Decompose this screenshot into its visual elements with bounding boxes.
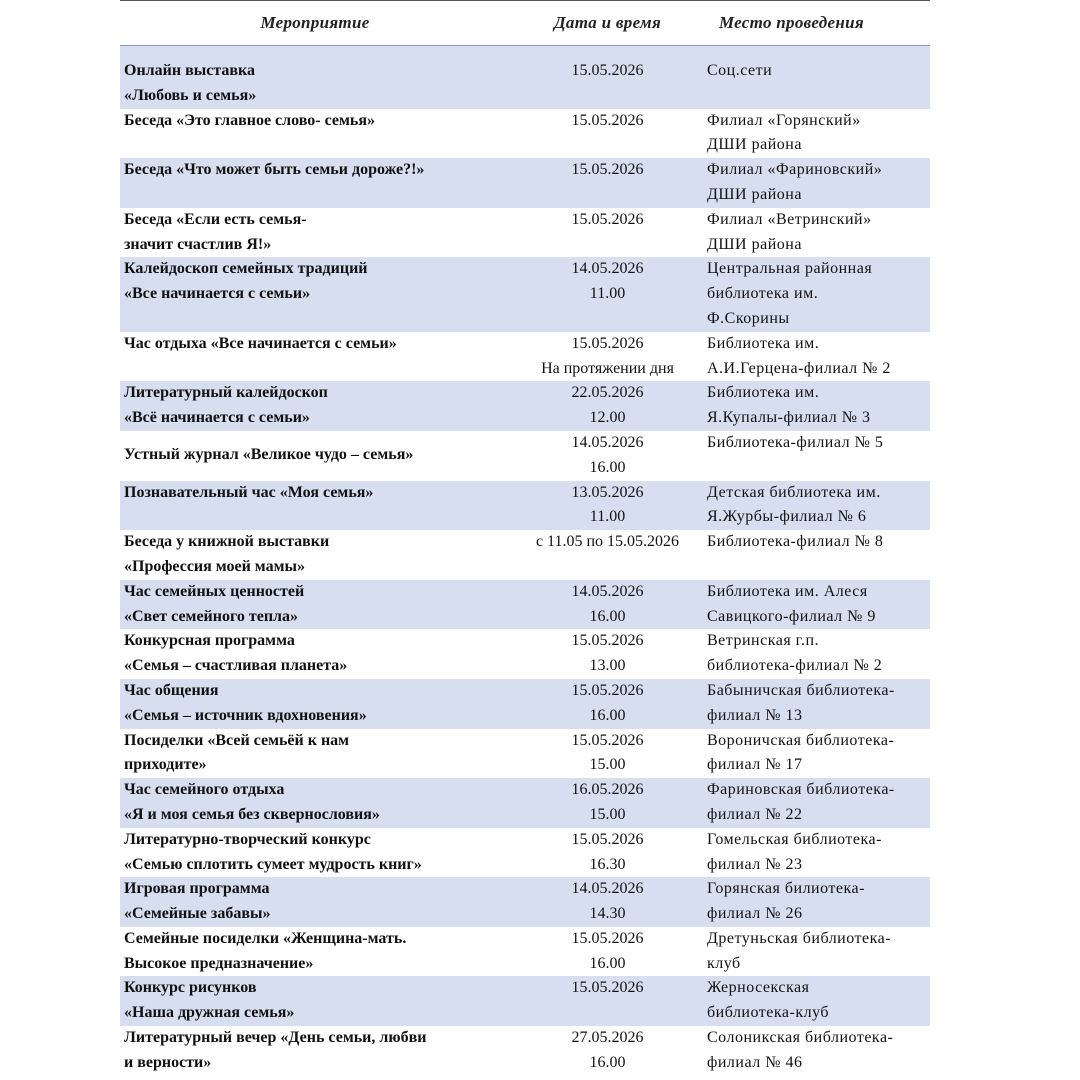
date-line: 14.30 [589,905,626,923]
event-line: «Все начинается с семьи» [124,285,311,303]
header-event: Мероприятие [120,1,510,46]
date-cell [510,381,705,431]
place-line: Гомельская библиотека- [707,830,882,848]
place-line: библиотека-клуб [707,1004,830,1022]
place-cell [705,927,930,977]
date-cell [510,332,705,382]
header-place: Место проведения [705,1,930,46]
place-line: филиал № 26 [707,905,803,923]
table-row [120,208,930,258]
place-line: Центральная районная [707,260,873,278]
event-line: «Я и моя семья без сквернословия» [124,805,380,823]
place-cell [705,59,930,109]
place-cell [705,332,930,382]
date-line: 15.05.2026 [571,731,644,749]
date-line: 15.05.2026 [571,681,644,699]
date-cell [510,778,705,828]
table-row [120,158,930,208]
place-cell [705,381,930,431]
date-line: На протяжении дня [541,359,674,377]
event-cell [120,158,510,208]
place-cell [705,828,930,878]
place-cell [705,976,930,1026]
date-cell [510,729,705,779]
event-line: Семейные посиделки «Женщина-мать. [124,929,407,947]
table-row [120,877,930,927]
date-cell [510,679,705,729]
event-line: Посиделки «Всей семьёй к нам [124,731,350,749]
date-line: 22.05.2026 [571,384,644,402]
event-line: Час общения [124,681,219,699]
place-line: Детская библиотека им. [707,483,881,501]
date-cell [510,877,705,927]
date-line: 13.05.2026 [571,483,644,501]
event-line: Час семейного отдыха [124,781,285,799]
place-cell [705,877,930,927]
place-line: Библиотека им. Алеся [707,582,868,600]
event-cell [120,109,510,159]
place-line: Ветринская г.п. [707,632,819,650]
event-cell [120,729,510,779]
place-cell [705,158,930,208]
event-line: «Всё начинается с семьи» [124,409,310,427]
event-line: значит счастлив Я!» [124,235,272,253]
place-line: Жерносекская [707,979,810,997]
event-line: «Профессия моей мамы» [124,557,305,575]
date-cell [510,976,705,1026]
place-cell [705,580,930,630]
event-cell [120,629,510,679]
event-cell [120,208,510,258]
event-cell [120,257,510,331]
event-cell [120,59,510,109]
event-line: Литературно-творческий конкурс [124,830,371,848]
date-line: с 11.05 по 15.05.2026 [535,533,680,551]
place-line: клуб [707,954,741,972]
date-cell [510,257,705,331]
event-cell [120,580,510,630]
date-line: 15.05.2026 [571,979,644,997]
date-line: 14.05.2026 [571,433,644,451]
place-cell [705,481,930,531]
date-line: 27.05.2026 [571,1029,644,1047]
table-spacer-row [120,46,930,60]
place-cell [705,208,930,258]
table-row [120,729,930,779]
table-row [120,580,930,630]
date-line: 16.00 [589,1053,626,1071]
event-line: «Семья – счастливая планета» [124,657,348,675]
table-row [120,332,930,382]
date-cell [510,59,705,109]
date-cell [510,580,705,630]
event-cell [120,679,510,729]
table-row [120,59,930,109]
date-cell [510,927,705,977]
event-line: Онлайн выставка [124,62,255,79]
date-cell [510,1026,705,1076]
date-line: 11.00 [589,508,626,526]
event-line: Конкурс рисунков [124,979,257,997]
date-line: 15.00 [589,805,626,823]
event-cell [120,381,510,431]
date-line: 15.05.2026 [571,210,644,228]
event-line: Час семейных ценностей [124,582,305,600]
event-line: Игровая программа [124,880,270,898]
event-line: «Семья – источник вдохновения» [124,706,367,724]
event-cell [120,828,510,878]
place-cell [705,530,930,580]
place-line: Я.Журбы-филиал № 6 [707,508,867,526]
table-row [120,109,930,159]
event-cell [120,877,510,927]
place-line: Библиотека им. [707,384,820,402]
date-line: 16.00 [589,607,626,625]
table-row [120,927,930,977]
place-cell [705,679,930,729]
place-line: филиал № 13 [707,706,803,724]
place-line: Филиал «Ветринский» [707,210,872,228]
place-line: Бабыничская библиотека- [707,681,895,699]
place-line: Соц.сети [707,62,773,79]
place-line: ДШИ района [707,235,802,253]
table-row [120,431,930,481]
event-cell [120,332,510,382]
place-line: Савицкого-филиал № 9 [707,607,876,625]
table-row [120,257,930,331]
place-line: Фариновская библиотека- [707,781,895,799]
date-cell [510,530,705,580]
place-line: филиал № 22 [707,805,803,823]
date-cell [510,431,705,481]
events-table [120,0,930,1076]
table-header-row [120,1,930,46]
place-cell [705,729,930,779]
place-line: филиал № 46 [707,1053,803,1071]
place-cell [705,778,930,828]
place-cell [705,257,930,331]
date-line: 14.05.2026 [571,880,644,898]
table-body [120,46,930,1076]
table-row [120,381,930,431]
event-cell [120,1026,510,1076]
date-line: 15.05.2026 [571,632,644,650]
place-line: библиотека-филиал № 2 [707,657,883,675]
date-cell [510,109,705,159]
place-line: ДШИ района [707,136,802,154]
table-row [120,1026,930,1076]
event-line: «Семейные забавы» [124,905,271,923]
date-line: 11.00 [589,285,626,303]
event-line: Литературный калейдоскоп [124,384,328,402]
event-line: «Любовь и семья» [124,86,257,104]
place-line: Ф.Скорины [707,309,790,327]
place-line: Филиал «Горянский» [707,111,861,129]
place-line: Библиотека-филиал № 8 [707,533,884,551]
event-line: Познавательный час «Моя семья» [124,483,374,501]
date-line: 15.05.2026 [571,929,644,947]
date-line: 15.05.2026 [571,334,644,352]
event-line: Литературный вечер «День семьи, любви [124,1029,427,1047]
table-row [120,679,930,729]
place-line: библиотека им. [707,285,819,303]
event-cell [120,778,510,828]
table-row [120,976,930,1026]
event-line: Беседа у книжной выставки [124,533,330,551]
table-row [120,629,930,679]
event-line: «Семью сплотить сумеет мудрость книг» [124,855,422,873]
event-cell [120,976,510,1026]
place-line: Горянская билиотека- [707,880,865,898]
place-line: филиал № 23 [707,855,803,873]
date-line: 16.00 [589,954,626,972]
date-cell [510,828,705,878]
date-cell [510,481,705,531]
event-cell [120,530,510,580]
event-line: Устный журнал «Великое чудо – семья» [124,446,414,464]
date-line: 15.05.2026 [571,62,644,79]
event-cell [120,431,510,481]
place-line: Солоникская библиотека- [707,1029,894,1047]
date-cell [510,629,705,679]
event-line: Конкурсная программа [124,632,295,650]
date-line: 16.00 [589,706,626,724]
date-line: 15.05.2026 [571,111,644,129]
date-line: 14.05.2026 [571,582,644,600]
header-date: Дата и время [510,1,705,46]
date-line: 15.05.2026 [571,830,644,848]
date-line: 14.05.2026 [571,260,644,278]
date-line: 16.00 [589,458,626,476]
event-cell [120,481,510,531]
event-line: Калейдоскоп семейных традиций [124,260,368,278]
place-line: Я.Купалы-филиал № 3 [707,409,871,427]
place-line: ДШИ района [707,185,802,203]
place-cell [705,1026,930,1076]
event-line: приходите» [124,756,207,774]
date-line: 13.00 [589,657,626,675]
date-line: 16.30 [589,855,626,873]
date-line: 12.00 [589,409,626,427]
date-cell [510,208,705,258]
table-row [120,530,930,580]
event-line: Беседа «Это главное слово- семья» [124,111,375,129]
place-line: Вороничская библиотека- [707,731,895,749]
place-cell [705,109,930,159]
event-line: Беседа «Что может быть семьи дороже?!» [124,161,425,179]
place-line: Филиал «Фариновский» [707,161,883,179]
place-cell [705,629,930,679]
event-cell [120,927,510,977]
place-line: филиал № 17 [707,756,803,774]
table-row [120,828,930,878]
date-cell [510,158,705,208]
date-line: 15.05.2026 [571,161,644,179]
place-line: Библиотека им. [707,334,820,352]
place-cell [705,431,930,481]
date-line: 15.00 [589,756,626,774]
place-line: Библиотека-филиал № 5 [707,433,884,451]
event-line: «Наша дружная семья» [124,1004,295,1022]
table-row [120,481,930,531]
events-document [120,0,930,1076]
event-line: и верности» [124,1053,212,1071]
place-line: Дретуньская библиотека- [707,929,892,947]
event-line: Час отдыха «Все начинается с семьи» [124,334,397,352]
date-line: 16.05.2026 [571,781,644,799]
event-line: «Свет семейного тепла» [124,607,299,625]
event-line: Беседа «Если есть семья- [124,210,307,228]
place-line: А.И.Герцена-филиал № 2 [707,359,891,377]
event-line: Высокое предназначение» [124,954,314,972]
table-row [120,778,930,828]
